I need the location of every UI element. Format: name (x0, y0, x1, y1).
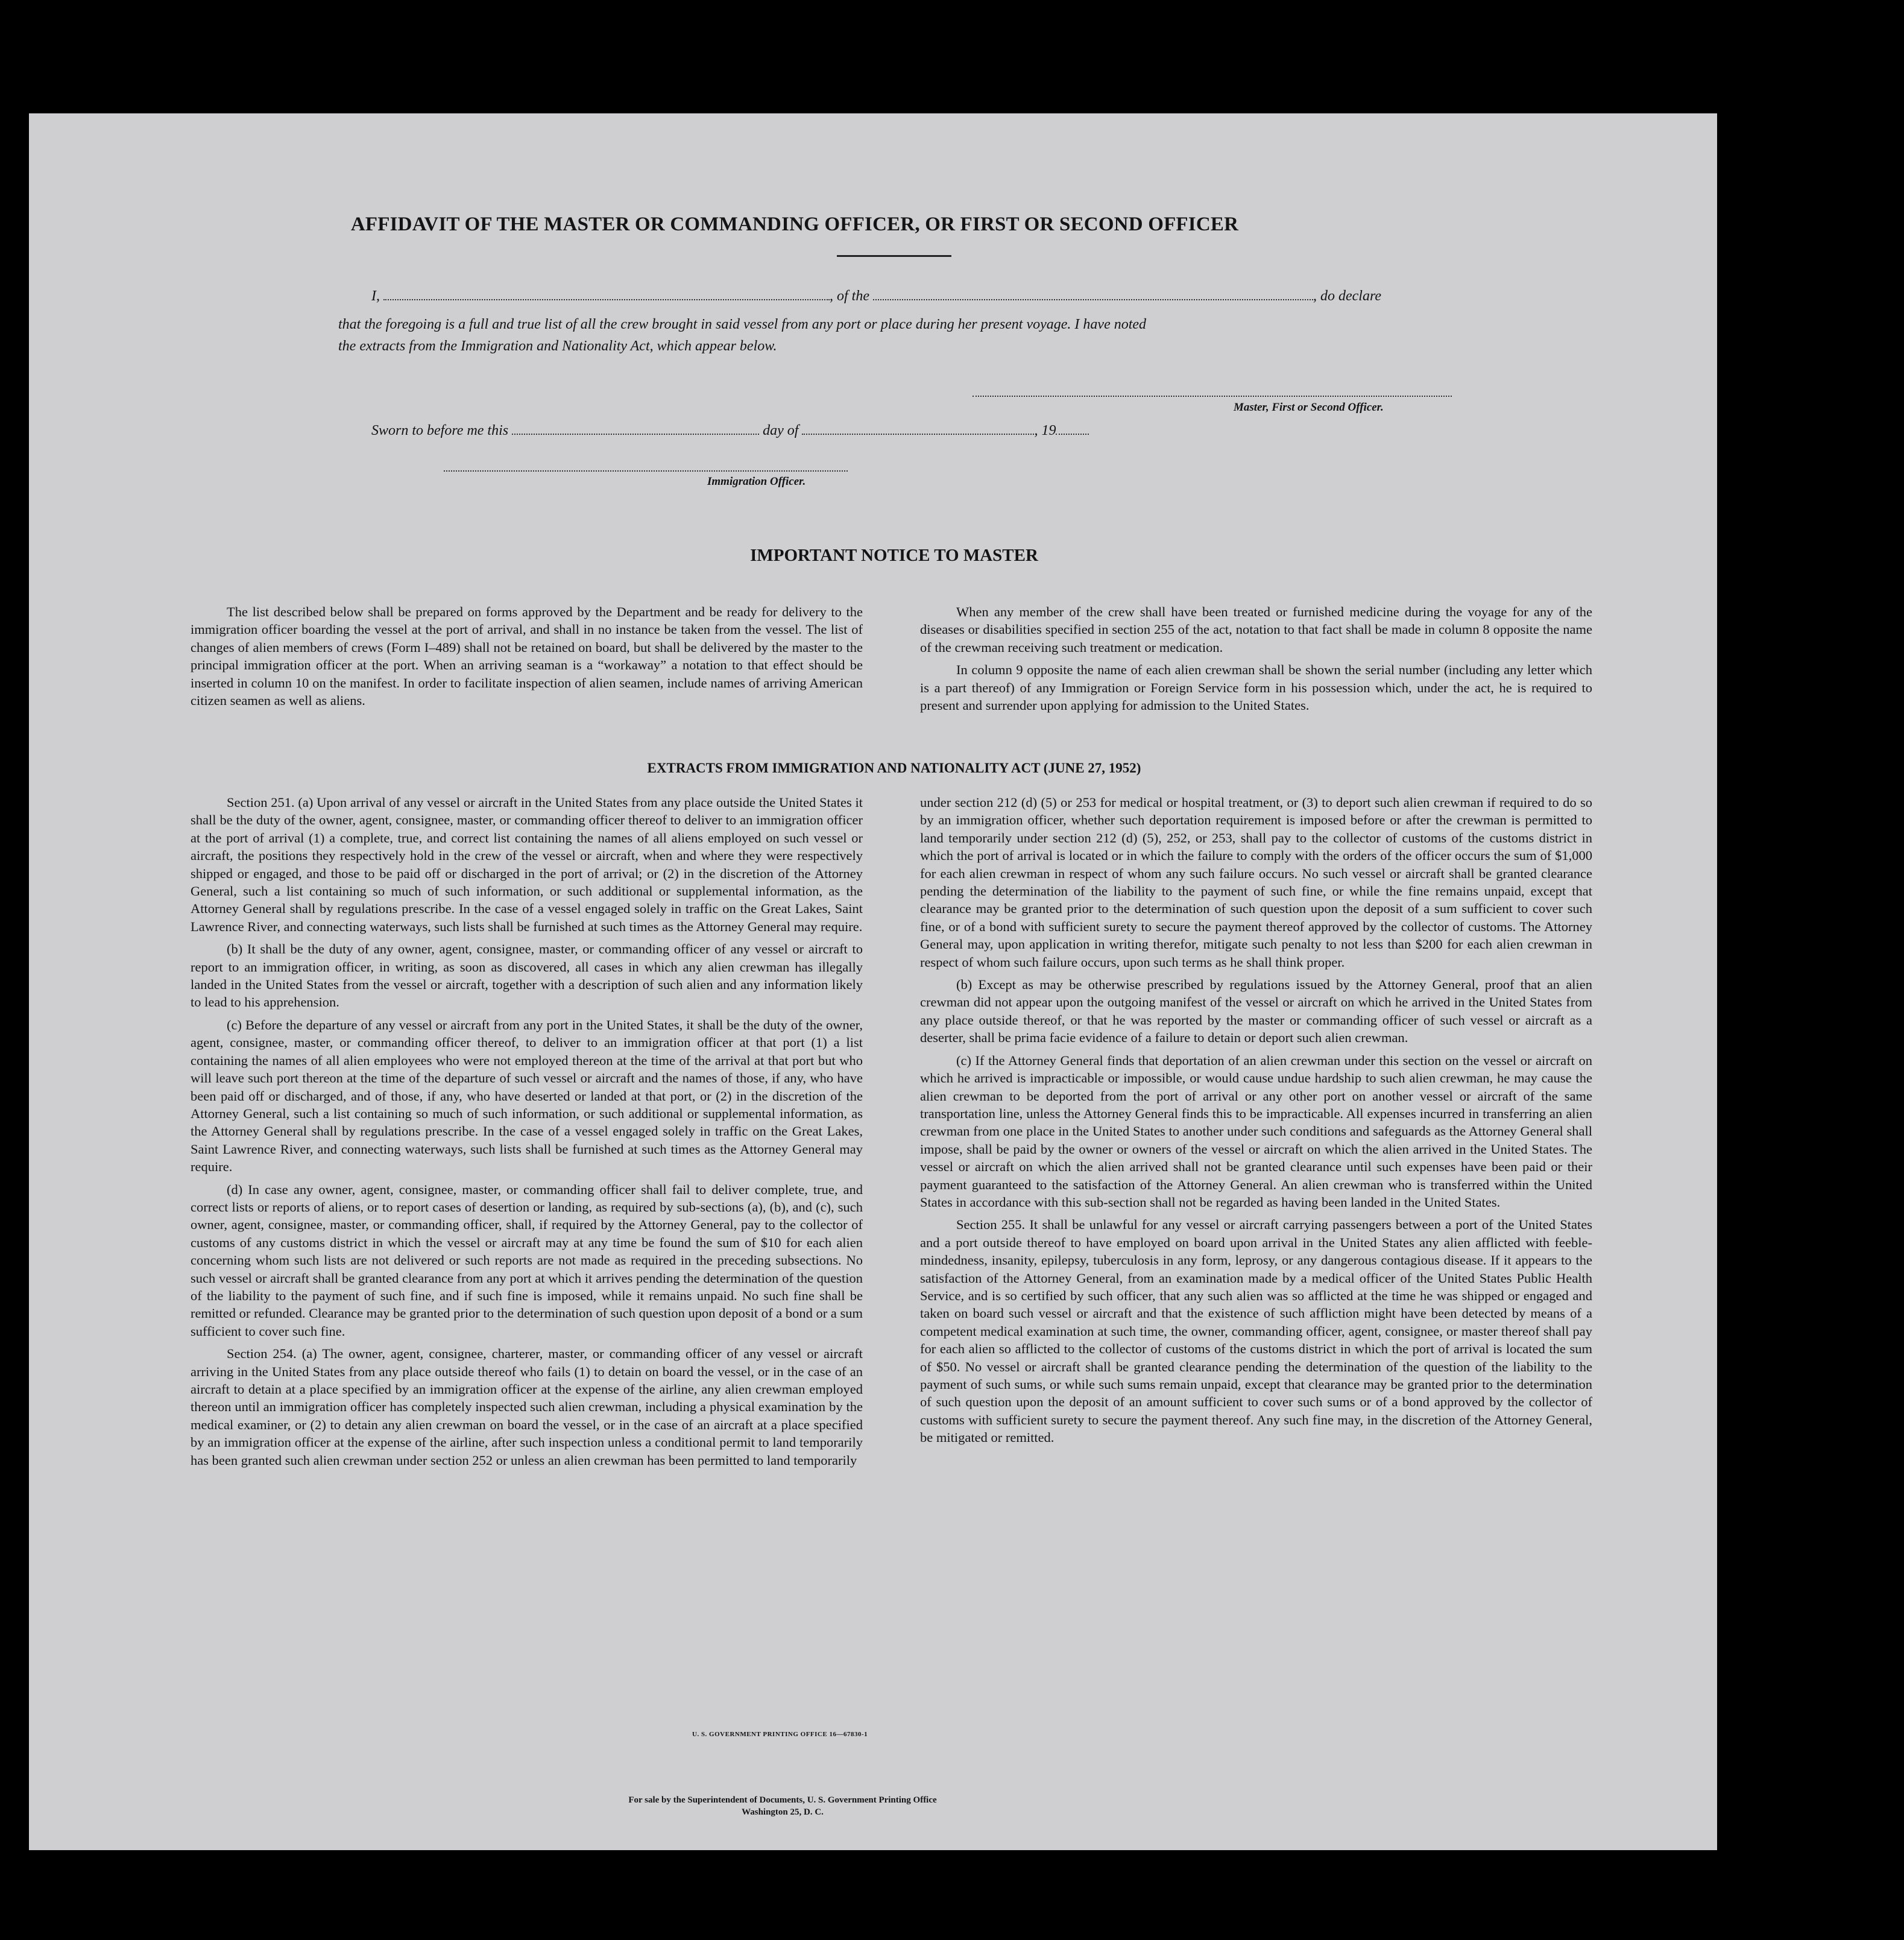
notice-title: IMPORTANT NOTICE TO MASTER (750, 546, 1038, 565)
extracts-left-column (191, 794, 863, 1474)
declaration-line-1 (371, 288, 1381, 305)
notice-paragraph: The list described below shall be prepared on forms approved by the Department and be ready for delivery to the immigration officer boarding the vessel at the port of arrival, and shall in no instance be taken from the vessel. The list of changes of alien members of crews (Form I–489) shall not be retained on board, but shall be delivered by the master to the principal immigration officer at the port. When an arriving seaman is a “workaway” a notation to that effect should be inserted in column 10 on the manifest. In order to facilitate inspection of alien seamen, include names of arriving American citizen seamen as well as aliens. (191, 604, 863, 709)
sworn-line (371, 423, 1089, 439)
affidavit-title: AFFIDAVIT OF THE MASTER OR COMMANDING OFFICER, OR FIRST OR SECOND OFFICER (350, 213, 1239, 235)
name-field[interactable] (383, 288, 830, 300)
sale-line-1: For sale by the Superintendent of Documents, U. S. Government Printing Office (628, 1795, 937, 1805)
sworn-day-field[interactable] (512, 424, 759, 435)
notice-right-column (920, 603, 1592, 719)
master-signature-label: Master, First or Second Officer. (1234, 401, 1384, 414)
notice-paragraph: In column 9 opposite the name of each alien crewman shall be shown the serial number (including any letter which is a part thereof) of any Immigration or Foreign Service form in his possession which, under the act, he is required to present and surrender upon applying for admission to the United States. (920, 662, 1592, 713)
scan-speck (1641, 192, 1650, 194)
declaration-line-2: that the foregoing is a full and true list of all the crew brought in said vessel from any port or place during her present voyage. I have noted (338, 317, 1147, 332)
sworn-month-field[interactable] (802, 424, 1034, 435)
scan-speck (1650, 162, 1656, 164)
extract-paragraph: (c) Before the departure of any vessel or aircraft from any port in the United States, it shall be the duty of the owner, agent, consignee, master, or commanding officer thereof, to deliver to an immigration officer at that port (1) a list containing the names of all alien employees who were not employed thereon at the time of the arrival at that port but who will leave such port thereon at the time of the departure of such vessel or aircraft and the names of those, if any, who have been paid off or discharged, and of those, if any, who have deserted or landed at that port, or (2) in the discretion of the Attorney General, such a list containing so much of such information, or such additional or supplemental information, as the Attorney General shall by regulations prescribe. In the case of a vessel engaged solely in traffic on the Great Lakes, Saint Lawrence River, and connecting waterways, such lists shall be furnished at such times as the Attorney General may require. (191, 1017, 863, 1175)
extract-paragraph: Section 255. It shall be unlawful for any vessel or aircraft carrying passengers between a port of the United States and a port outside thereof to have employed on board upon arrival in the United States any alien afflicted with feeble-mindedness, insanity, epilepsy, tuberculosis in any form, leprosy, or any dangerous contagious disease. If it appears to the satisfaction of the Attorney General, from an examination made by a medical officer of the United States Public Health Service, and is so certified by such officer, that any such alien was so afflicted at the time he was shipped or engaged and taken on board such vessel or aircraft and that the existence of such affliction might have been detected by means of a competent medical examination at such time, the owner, commanding officer, agent, consignee, or master thereof shall pay for each alien so afflicted to the collector of customs of the customs district in which the port of arrival is located the sum of $50. No vessel or aircraft shall be granted clearance pending the determination of the question of the liability to the payment of such sums, or while such sums remain unpaid, except that clearance may be granted prior to the determination of such question upon the deposit of an amount sufficient to cover such sums or of a bond approved by the collector of customs with sufficient surety to secure the payment thereof. Any such fine may, in the discretion of the Attorney General, be mitigated or remitted. (920, 1217, 1592, 1446)
officer-signature-line[interactable] (444, 469, 848, 472)
extract-paragraph: under section 212 (d) (5) or 253 for medical or hospital treatment, or (3) to deport such alien crewman if required to do so by an immigration officer, whether such deportation requirement is imposed before or after the crewman is permitted to land temporarily under section 212 (d) (5), 252, or 253, shall pay to the collector of customs of the customs district in which the port of arrival is located or in which the failure to comply with the orders of the officer occurs the sum of $1,000 for each alien crewman in respect of whom any such failure occurs. No such vessel or aircraft shall be granted clearance pending the determination of the liability to the payment of such fine, or while the fine remains unpaid, except that clearance may be granted prior to the determination of such question upon the deposit of a sum sufficient to cover such fine, or of a bond with sufficient surety to secure the payment thereof approved by the collector of customs. The Attorney General may, upon application in writing therefor, mitigate such penalty to not less than $200 for each alien crewman in respect of whom such failure occurs, upon such terms as he shall think proper. (920, 795, 1592, 970)
printing-office-line: U. S. GOVERNMENT PRINTING OFFICE 16—67830-1 (692, 1731, 868, 1738)
extract-paragraph: (b) It shall be the duty of any owner, agent, consignee, master, or commanding officer of any vessel or aircraft to report to an immigration officer, in writing, as soon as discovered, all cases in which any alien crewman has illegally landed in the United States from the vessel or aircraft, together with a description of such alien and any information likely to lead to his apprehension. (191, 941, 863, 1010)
notice-paragraph: When any member of the crew shall have been treated or furnished medicine during the voyage for any of the diseases or disabilities specified in section 255 of the act, notation to that fact shall be made in column 8 opposite the name of the crewman receiving such treatment or medication. (920, 604, 1592, 655)
day-of-label: day of (763, 423, 799, 438)
vessel-field[interactable] (873, 288, 1313, 300)
extract-paragraph: (b) Except as may be otherwise prescribed by regulations issued by the Attorney General, proof that an alien crewman did not appear upon the outgoing manifest of the vessel or aircraft on which he arrived in the United States from any place outside thereof, or that he was reported by the master or commanding officer of such vessel or aircraft as a deserter, shall be prima facie evidence of a failure to detain or deport such alien crewman. (920, 977, 1592, 1046)
officer-signature-label: Immigration Officer. (707, 475, 806, 488)
declare-i-label: I, (371, 288, 380, 304)
sworn-year-field[interactable] (1056, 424, 1089, 435)
scan-speck (1628, 139, 1631, 142)
extract-paragraph: (c) If the Attorney General finds that deportation of an alien crewman under this section on the vessel or aircraft on which he arrived is impracticable or impossible, or would cause undue hardship to such alien crewman, he may cause the alien crewman to be deported from the port of arrival or any other port on another vessel or aircraft of the same transportation line, unless the Attorney General finds this to be impracticable. All expenses incurred in transferring an alien crewman from one place in the United States to another under such conditions and safeguards as the Attorney General shall impose, shall be paid by the owner or owners of the vessel or aircraft on which the alien arrived in the United States. The vessel or aircraft on which the alien arrived shall not be granted clearance until such expenses have been paid or their payment guaranteed to the satisfaction of the Attorney General. An alien crewman who is transferred within the United States in accordance with this sub-section shall not be regarded as having been landed in the United States. (920, 1052, 1592, 1210)
do-declare-label: , do declare (1313, 288, 1382, 304)
extracts-right-column (920, 794, 1592, 1452)
document-page (29, 113, 1717, 1850)
sworn-label: Sworn to before me this (371, 423, 509, 438)
notice-left-column (191, 603, 863, 714)
title-rule (837, 255, 951, 257)
of-the-label: , of the (830, 288, 869, 304)
sale-notice (602, 1794, 963, 1818)
master-signature-line[interactable] (972, 394, 1452, 397)
declaration-line-3: the extracts from the Immigration and Nationality Act, which appear below. (338, 338, 777, 354)
sale-line-2: Washington 25, D. C. (742, 1807, 824, 1817)
extract-paragraph: Section 251. (a) Upon arrival of any vessel or aircraft in the United States from any place outside the United States it shall be the duty of the owner, agent, consignee, master, or commanding officer thereof to deliver to an immigration officer at the port of arrival (1) a complete, true, and correct list containing the names of all aliens employed on such vessel or aircraft, the positions they respectively hold in the crew of the vessel or aircraft, when and where they were respectively shipped or engaged, and those to be paid off or discharged in the port of arrival; or (2) in the discretion of the Attorney General, such a list containing so much of such information, or such additional or supplemental information, as the Attorney General shall by regulations prescribe. In the case of a vessel engaged solely in traffic on the Great Lakes, Saint Lawrence River, and connecting waterways, such lists shall be furnished at such times as the Attorney General may require. (191, 795, 863, 934)
extract-paragraph: Section 254. (a) The owner, agent, consignee, charterer, master, or commanding officer of any vessel or aircraft arriving in the United States from any place outside thereof who fails (1) to detain on board the vessel, or in the case of an aircraft to detain at a place specified by an immigration officer at the expense of the airline, any alien crewman employed thereon until an immigration officer has completely inspected such alien crewman, including a physical examination by the medical examiner, or (2) to detain any alien crewman on board the vessel, or in the case of an aircraft at a place specified by an immigration officer at the expense of the airline, after such inspection unless a conditional permit to land temporarily has been granted such alien crewman under section 252 or unless an alien crewman has been permitted to land temporarily (191, 1346, 863, 1468)
scan-speck (1670, 199, 1681, 201)
extract-paragraph: (d) In case any owner, agent, consignee, master, or commanding officer shall fail to deliver complete, true, and correct lists or reports of aliens, or to report cases of desertion or landing, as required by sub-sections (a), (b), and (c), such owner, agent, consignee, master, or commanding officer, shall, if required by the Attorney General, pay to the collector of customs of any customs district in which the vessel or aircraft may at any time be found the sum of $10 for each alien concerning whom such lists are not delivered or such reports are not made as required in the preceding subsections. No such vessel or aircraft shall be granted clearance from any port at which it arrives pending the determination of the question of the liability to the payment of such fine, and if such fine is imposed, while it remains unpaid. No such fine shall be remitted or refunded. Clearance may be granted prior to the determination of such question upon deposit of a bond or a sum sufficient to cover such fine. (191, 1181, 863, 1339)
year-label: , 19 (1034, 423, 1056, 438)
extracts-title: EXTRACTS FROM IMMIGRATION AND NATIONALITY ACT (JUNE 27, 1952) (647, 760, 1141, 776)
